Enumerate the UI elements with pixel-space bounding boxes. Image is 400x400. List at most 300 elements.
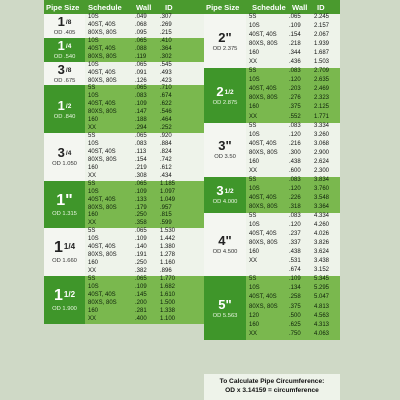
schedule-cell: XX [249,258,258,265]
nominal-size-whole: 3" [218,138,232,154]
wall-cell: .674 [289,267,301,274]
wall-cell: .281 [135,307,147,314]
schedule-cell: 160 [249,104,260,111]
table-row [85,197,204,205]
outer-diameter: OD .675 [53,78,76,85]
id-cell: 2.157 [314,23,330,30]
id-cell: 1.442 [160,236,176,243]
table-row [246,159,340,168]
nominal-size-fraction: /4 [65,43,72,51]
pipe-size-group [204,68,340,122]
schedule-cell: 40ST, 40S [249,32,277,39]
wall-cell: .500 [289,312,301,319]
id-cell: 3.364 [314,203,330,210]
id-cell: .215 [160,29,172,36]
table-row [246,186,340,195]
id-cell: 3.760 [314,185,330,192]
id-cell: 3.826 [314,240,330,247]
nominal-size-fraction: /8 [65,67,72,75]
wall-cell: .091 [135,69,147,76]
schedule-cell: 160 [249,321,260,328]
schedule-header: Schedule [252,3,286,12]
id-cell: 1.380 [160,244,176,251]
wall-cell: .218 [289,41,301,48]
left-header [44,0,204,14]
table-row [85,189,204,197]
id-cell: .545 [160,61,172,68]
schedule-cell: 5S [249,213,257,220]
wall-cell: .109 [289,276,301,283]
outer-diameter: OD 1.660 [52,258,77,265]
wall-cell: .438 [289,158,301,165]
wall-cell: .065 [135,275,147,282]
wall-cell: .531 [289,258,301,265]
left-table-body [44,14,204,324]
schedule-cell: 5S [249,14,257,20]
table-row [246,285,340,294]
id-cell: 2.245 [314,14,330,20]
schedule-cell: 5S [88,180,96,187]
nominal-size-whole: 1 [53,286,63,304]
table-row [246,331,340,340]
schedule-cell: 10S [88,14,99,20]
wall-cell: .250 [135,212,147,219]
table-row [246,313,340,322]
wall-cell: .250 [135,260,147,267]
schedule-cell: XX [249,113,258,120]
id-cell: 2.624 [314,158,330,165]
schedule-cell: 160 [88,307,99,314]
table-row [246,132,340,141]
table-row [85,173,204,181]
wall-cell: .358 [135,220,147,227]
left-margin [0,0,44,400]
table-row [246,240,340,249]
outer-diameter: OD 4.500 [212,249,238,256]
table-row [246,249,340,258]
table-row [85,54,204,62]
nominal-size-whole: 4" [218,233,232,249]
schedule-cell: 5S [249,276,257,283]
id-cell: .612 [160,164,172,171]
wall-cell: .400 [135,315,147,322]
schedule-header: Schedule [88,3,122,12]
id-cell: 3.152 [314,267,330,274]
left-column [44,0,204,324]
wall-cell: .065 [135,133,147,140]
schedule-cell: 40ST, 40S [88,101,116,108]
nominal-size-fraction: 1/2 [224,88,234,96]
table-row [246,123,340,132]
outer-diameter: OD 3.50 [214,154,236,161]
id-cell: 1.503 [314,59,330,66]
pipe-size-label [44,181,85,229]
wall-cell: .109 [135,236,147,243]
table-row [246,50,340,59]
table-row [246,104,340,113]
table-row [246,294,340,303]
id-cell: 1.770 [160,275,176,282]
pipe-size-label [44,14,85,38]
table-row [85,78,204,86]
schedule-cell: 80XS, 80S [88,204,117,211]
wall-cell: .750 [289,330,301,337]
table-row [85,181,204,189]
nominal-size [216,85,233,98]
nominal-size [218,234,231,247]
outer-diameter: OD .540 [53,54,76,61]
nominal-size [58,15,72,28]
table-row [246,222,340,231]
table-row [246,23,340,32]
nominal-size [58,99,72,112]
wall-cell: .068 [135,21,147,28]
id-cell: .269 [160,21,172,28]
nominal-size-whole: 2 [216,83,224,99]
nominal-size [54,288,75,304]
nominal-size [54,240,75,256]
table-row [246,168,340,177]
pipe-size-label [204,177,246,213]
id-cell: .957 [160,204,172,211]
circumference-formula [204,374,340,400]
table-row [85,205,204,213]
schedule-cell: 160 [249,249,260,256]
id-cell: 4.813 [314,303,330,310]
schedule-cell: 40ST, 40S [88,45,116,52]
nominal-size-fraction: 1/2 [224,188,234,196]
table-row [85,220,204,228]
nominal-size [58,63,72,76]
pipe-size-group [44,181,204,229]
wall-cell: .083 [135,93,147,100]
schedule-cell: XX [88,315,97,322]
schedule-cell: 160 [88,117,99,124]
wall-header: Wall [136,3,152,12]
schedule-cell: 10S [249,285,260,292]
table-row [85,38,204,46]
nominal-size-fraction: /4 [65,150,72,158]
id-cell: 1.160 [160,260,176,267]
wall-cell: .258 [289,294,301,301]
table-row [246,213,340,222]
id-cell: 2.125 [314,104,330,111]
nominal-size-fraction: 1/4 [63,242,76,252]
table-row [85,292,204,300]
nominal-size [56,193,72,209]
pipe-size-header: Pipe Size [46,3,80,12]
schedule-cell: 80XS, 80S [249,303,278,310]
schedule-cell: 10S [88,93,99,100]
nominal-size [218,31,231,44]
wall-cell: .049 [135,14,147,20]
nominal-size-fraction: /2 [65,102,72,110]
table-row [246,77,340,86]
id-cell: .884 [160,141,172,147]
table-row [85,157,204,165]
wall-cell: .109 [289,23,301,30]
schedule-cell: 40ST, 40S [88,291,116,298]
wall-cell: .219 [135,164,147,171]
wall-cell: .065 [135,37,147,44]
table-row [246,141,340,150]
id-cell: 4.026 [314,231,330,238]
id-header: ID [317,3,325,12]
id-cell: .410 [160,37,172,44]
schedule-cell: 160 [249,158,260,165]
nominal-size [218,139,231,152]
schedule-cell: XX [249,330,258,337]
pipe-size-group [204,276,340,339]
wall-cell: .065 [135,61,147,68]
pipe-size-group [44,62,204,86]
schedule-cell: 80XS, 80S [249,41,278,48]
schedule-cell: 40ST, 40S [88,196,116,203]
schedule-cell: 80XS, 80S [249,203,278,210]
schedule-cell: 10S [249,131,260,138]
id-cell: 1.530 [160,228,176,235]
table-row [246,86,340,95]
wall-cell: .375 [289,303,301,310]
schedule-cell: 160 [249,50,260,57]
nominal-size-whole: 1" [56,191,73,209]
table-row [246,41,340,50]
id-cell: 2.469 [314,86,330,93]
wall-cell: .065 [135,228,147,235]
schedule-cell: 80XS, 80S [88,29,117,36]
table-row [246,276,340,285]
wall-cell: .120 [289,77,301,84]
nominal-size-whole: 3 [57,145,65,161]
pipe-size-label [204,276,246,339]
table-row [246,195,340,204]
wall-cell: .083 [135,141,147,147]
schedule-cell: 40ST, 40S [249,194,277,201]
schedule-cell: 160 [88,260,99,267]
id-cell: 2.300 [314,167,330,174]
pipe-size-group [44,276,204,324]
pipe-size-group [204,14,340,68]
wall-cell: .294 [135,125,147,132]
wall-cell: .083 [289,213,301,220]
schedule-cell: 40ST, 40S [249,140,277,147]
nominal-size-whole: 1 [57,97,65,113]
pipe-size-label [204,213,246,276]
table-row [85,228,204,236]
nominal-size-whole: 1 [57,38,65,54]
id-cell: .302 [160,53,172,60]
wall-cell: .300 [289,149,301,156]
schedule-cell: 80XS, 80S [249,95,278,102]
id-cell: 1.278 [160,252,176,259]
nominal-size [58,146,72,159]
table-row [246,322,340,331]
schedule-cell: 5S [249,68,257,75]
wall-cell: .120 [289,131,301,138]
id-cell: 4.313 [314,321,330,328]
nominal-size-whole: 1 [57,14,65,30]
id-cell: 3.834 [314,176,330,183]
id-cell: 1.610 [160,291,176,298]
schedule-cell: 40ST, 40S [249,86,277,93]
wall-cell: .375 [289,104,301,111]
nominal-size-fraction: 1/2 [63,289,76,299]
wall-cell: .203 [289,86,301,93]
id-cell: 2.323 [314,95,330,102]
table-row [85,109,204,117]
id-cell: 2.900 [314,149,330,156]
nominal-size [58,39,72,52]
outer-diameter: OD 1.050 [52,161,77,168]
wall-cell: .119 [135,53,147,60]
schedule-cell: 5S [88,275,96,282]
wall-cell: .120 [289,185,301,192]
pipe-size-group [44,133,204,181]
nominal-size-whole: 3 [216,183,224,199]
id-cell: .920 [160,133,172,140]
schedule-cell: 5S [249,176,257,183]
wall-cell: .154 [135,156,147,163]
schedule-cell: 40ST, 40S [249,231,277,238]
id-cell: 2.635 [314,77,330,84]
table-row [85,93,204,101]
table-row [85,316,204,324]
id-cell: 1.100 [160,315,176,322]
table-row [85,30,204,38]
schedule-cell: 80XS, 80S [249,240,278,247]
wall-cell: .126 [135,77,147,84]
schedule-cell: 10S [88,283,99,290]
schedule-cell: 10S [88,37,99,44]
wall-cell: .237 [289,231,301,238]
id-cell: .622 [160,101,172,108]
nominal-size-whole: 3 [57,62,65,78]
table-row [246,32,340,41]
schedule-cell: 160 [88,212,99,219]
id-cell: 2.067 [314,32,330,39]
schedule-cell: 120 [249,312,260,319]
wall-cell: .337 [289,240,301,247]
table-row [85,276,204,284]
wall-cell: .308 [135,172,147,179]
table-row [246,304,340,313]
id-cell: .307 [160,14,172,20]
table-row [85,133,204,141]
wall-cell: .120 [289,222,301,229]
pipe-size-group [204,213,340,276]
id-cell: 4.334 [314,213,330,220]
id-cell: 1.687 [314,50,330,57]
outer-diameter: OD .405 [53,30,76,37]
schedule-cell: 10S [88,61,99,68]
right-margin [340,0,400,400]
table-row [85,85,204,93]
schedule-cell: XX [88,172,97,179]
schedule-cell: 80XS, 80S [88,252,117,259]
table-row [85,300,204,308]
pipe-size-label [204,14,246,68]
table-row [246,14,340,23]
id-cell: .423 [160,77,172,84]
schedule-cell: 10S [249,23,260,30]
wall-cell: .344 [289,50,301,57]
wall-cell: .600 [289,167,301,174]
id-cell: 1.682 [160,283,176,290]
table-row [246,177,340,186]
schedule-cell: 5S [88,228,96,235]
id-cell: .710 [160,85,172,92]
table-row [85,70,204,78]
table-row [85,268,204,276]
table-row [85,62,204,70]
id-cell: .364 [160,45,172,52]
table-row [246,150,340,159]
wall-header: Wall [292,3,308,12]
table-row [85,46,204,54]
id-cell: 5.047 [314,294,330,301]
wall-cell: .625 [289,321,301,328]
outer-diameter: OD .840 [53,113,76,120]
table-row [85,252,204,260]
id-cell: 3.260 [314,131,330,138]
id-cell: 1.771 [314,113,330,120]
wall-cell: .109 [135,283,147,290]
wall-cell: .552 [289,113,301,120]
id-cell: 3.624 [314,249,330,256]
id-cell: 3.334 [314,122,330,129]
table-row [85,308,204,316]
id-cell: .674 [160,93,172,100]
nominal-size [218,298,231,311]
formula-line-2: OD x 3.14159 = circumference [225,387,319,394]
id-cell: .815 [160,212,172,219]
pipe-size-header: Pipe Size [206,3,240,12]
schedule-cell: 10S [249,222,260,229]
pipe-size-label [44,85,85,133]
schedule-cell: 40ST, 40S [88,69,116,76]
pipe-size-group [44,85,204,133]
wall-cell: .134 [289,285,301,292]
table-row [85,284,204,292]
wall-cell: .083 [289,122,301,129]
wall-cell: .191 [135,252,147,259]
wall-cell: .147 [135,109,147,116]
wall-cell: .113 [135,148,147,155]
wall-cell: .133 [135,196,147,203]
schedule-cell: XX [249,59,258,66]
wall-cell: .200 [135,299,147,306]
id-cell: .546 [160,109,172,116]
pipe-size-group [44,228,204,276]
schedule-cell: 5S [249,122,257,129]
id-cell: 1.097 [160,188,176,195]
id-cell: 4.563 [314,312,330,319]
pipe-size-group [204,123,340,177]
formula-line-1: To Calculate Pipe Circumference: [219,378,325,385]
table-row [246,95,340,104]
wall-cell: .179 [135,204,147,211]
wall-cell: .382 [135,268,147,274]
id-cell: .252 [160,125,172,132]
right-column [204,0,340,340]
nominal-size-whole: 5" [218,296,232,312]
wall-cell: .188 [135,117,147,124]
wall-cell: .226 [289,194,301,201]
pipe-size-label [204,123,246,177]
right-header [204,0,340,14]
id-cell: .599 [160,220,172,227]
wall-cell: .095 [135,29,147,36]
